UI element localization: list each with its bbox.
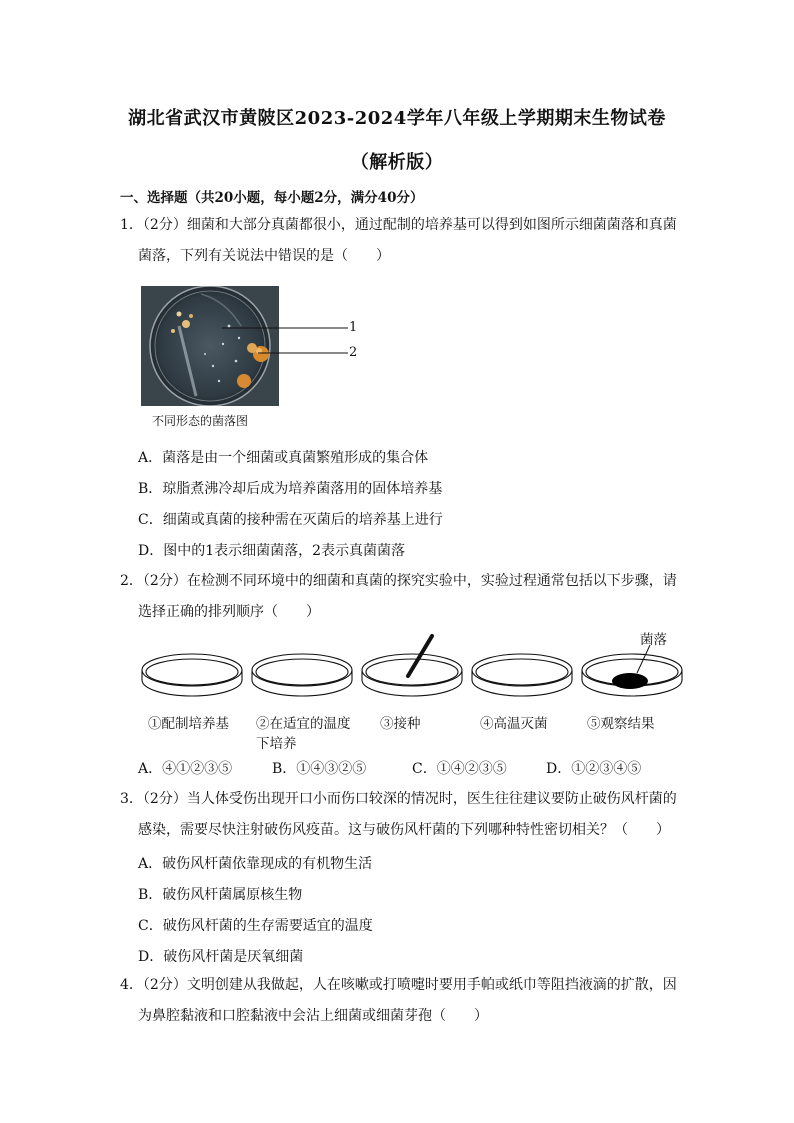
colony-blob [612,673,648,689]
question-4-line-1: 4．（2分）文明创建从我做起，人在咳嗽或打喷嚏时要用手帕或纸巾等阻挡液滴的扩散，因 [120,977,677,993]
figure-label-1: 1 [349,320,358,335]
step-4-label: ④高温灭菌 [480,716,548,732]
figure-leader-lines [220,320,360,360]
step-5-label: ⑤观察结果 [587,716,655,732]
dish-step-1 [142,654,242,696]
inoculation-needle-icon [408,636,432,676]
step-2-label: ②在适宜的温度 [256,716,351,732]
step-2-label-cont: 下培养 [256,736,297,752]
q3-option-a: A．破伤风杆菌依靠现成的有机物生活 [138,856,373,872]
q1-option-d: D．图中的1表示细菌菌落，2表示真菌菌落 [138,543,406,559]
q3-option-c: C．破伤风杆菌的生存需要适宜的温度 [138,918,373,934]
figure-caption: 不同形态的菌落图 [152,414,249,428]
q2-option-c: C．①④②③⑤ [412,761,507,777]
colony-label: 菌落 [640,632,667,648]
question-4-text [120,970,680,1032]
question-1-line-1: 1．（2分）细菌和大部分真菌都很小，通过配制的培养基可以得到如图所示细菌菌落和真菌 [120,217,677,233]
dish-step-3 [362,654,462,696]
figure-label-2: 2 [349,345,358,360]
question-3-text [120,784,680,846]
question-2-line-2: 选择正确的排列顺序（ ） [138,604,320,620]
petri-dish-steps-diagram [140,632,700,700]
dish-step-2 [252,654,352,696]
question-2-text [120,566,680,628]
question-3-line-2: 感染，需要尽快注射破伤风疫苗。这与破伤风杆菌的下列哪种特性密切相关？（ ） [138,822,670,838]
dish-step-4 [472,654,572,696]
question-4-line-2: 为鼻腔黏液和口腔黏液中会沾上细菌或细菌芽孢（ ） [138,1008,488,1024]
q2-option-d: D．①②③④⑤ [546,761,642,777]
question-1-line-2: 菌落，下列有关说法中错误的是（ ） [138,248,390,264]
q3-option-d: D．破伤风杆菌是厌氧细菌 [138,949,304,965]
document-title: 湖北省武汉市黄陂区2023-2024学年八年级上学期期末生物试卷 [128,108,666,129]
step-3-label: ③接种 [380,716,421,732]
question-2-line-1: 2．（2分）在检测不同环境中的细菌和真菌的探究实验中，实验过程通常包括以下步骤，请 [120,573,677,589]
step-1-label: ①配制培养基 [148,716,229,732]
q1-option-a: A．菌落是由一个细菌或真菌繁殖形成的集合体 [138,450,429,466]
document-subtitle: （解析版） [350,152,444,173]
q2-option-b: B．①④③②⑤ [272,761,367,777]
q1-option-b: B．琼脂煮沸冷却后成为培养菌落用的固体培养基 [138,481,443,497]
q1-option-c: C．细菌或真菌的接种需在灭菌后的培养基上进行 [138,512,443,528]
q2-option-a: A．④①②③⑤ [138,761,233,777]
question-3-line-1: 3．（2分）当人体受伤出现开口小而伤口较深的情况时，医生往往建议要防止破伤风杆菌的 [120,791,677,807]
section-heading: 一、选择题（共20小题，每小题2分，满分40分） [120,190,424,206]
question-1-text [120,210,680,272]
q3-option-b: B．破伤风杆菌属原核生物 [138,887,303,903]
